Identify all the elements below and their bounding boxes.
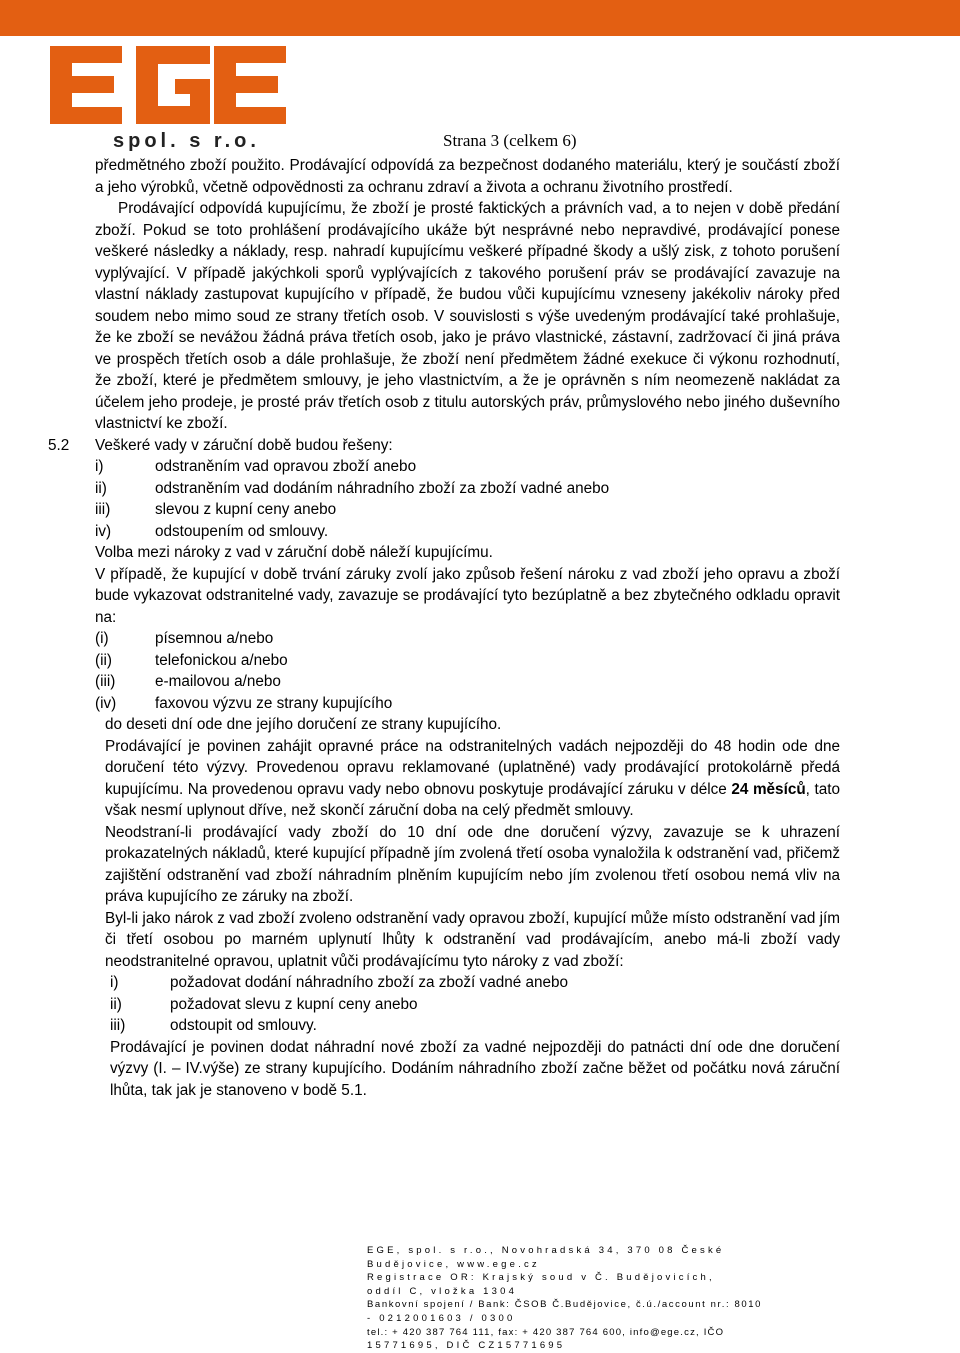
remedy-list (95, 456, 840, 542)
list-item (110, 1015, 840, 1037)
company-footer (367, 1244, 837, 1353)
document-body (48, 155, 841, 1101)
paragraph: Byl-li jako nárok z vad zboží zvoleno odstranění vady opravou zboží, kupující může místo odstranění vad jím či třetí osobou po marném uplynutí lhůty k odstranění vad prodávajícím, anebo má-li zboží vady neodstranitelné opravou, uplatnit vůči prodávajícímu tyto nároky z vad zboží: (105, 909, 840, 970)
paragraph (105, 736, 840, 822)
list-marker: (i) (95, 630, 109, 647)
list-text: odstoupením od smlouvy. (155, 522, 329, 540)
footer-line: tel.: + 420 387 764 111, fax: + 420 387 764 600, info@ege.cz, IČO (367, 1326, 725, 1338)
list-text: odstoupit od smlouvy. (170, 1017, 317, 1034)
list-marker: iv) (95, 522, 112, 540)
list-item (95, 478, 840, 500)
paragraph: Prodávající odpovídá kupujícímu, že zboží je prosté faktických a právních vad, a to nejen v době předání zboží. Pokud se toto prohlášení prodávajícího ukáže být nesprávné nebo nepravdivé, prodávající ponese veškeré následky a náklady, resp. nahradí kupujícímu veškeré případné škody a ušlý zisk, z tohoto porušení vyplývající. V případě jakýchkoli sporů vyplývajících z takového porušení práv se prodávající zavazuje na vlastní náklady zastupovat kupujícího v případě, že budou vůči kupujícímu vzneseny jakékoliv nároky před soudem nebo mimo soud ze strany třetích osob. V souvislosti s výše uvedeným prodávající také prohlašuje, že ke zboží se nevážou žádná práva třetích osob, jako je právo vlastnické, zástavní, zadržovací či jiná práva ve prospěch třetích osob a dále prohlašuje, že zboží není předmětem žádné exekuce či výkonu rozhodnutí, že zboží, které je předmětem smlouvy, je jeho vlastnictvím, a že je oprávněn s ním neomezeně nakládat za účelem jeho prodeje, je prosté práv třetích osob z titulu autorských práv, průmyslového nebo jiného duševního vlastnictví ke zboží. (95, 200, 840, 432)
section-5-2 (48, 435, 840, 457)
paragraph: Volba mezi nároky z vad v záruční době náleží kupujícímu. (95, 544, 493, 561)
list-item (110, 994, 840, 1016)
claims-list (95, 972, 840, 1037)
list-marker: ii) (110, 995, 122, 1013)
footer-line: oddíl C, vložka 1304 (367, 1285, 518, 1297)
footer-line: Bankovní spojení / Bank: ČSOB Č.Budějovice, č.ú./account nr.: 8010 (367, 1299, 762, 1311)
ege-logo (50, 46, 286, 154)
list-text: požadovat slevu z kupní ceny anebo (170, 995, 418, 1013)
paragraph: předmětného zboží použito. Prodávající odpovídá za bezpečnost dodaného materiálu, který je součástí zboží a jeho výrobků, včetně odpovědnosti za ochranu zdraví a života a ochranu životního prostředí. (95, 157, 840, 196)
list-item (95, 456, 840, 478)
list-text: odstraněním vad dodáním náhradního zboží za zboží vadné anebo (155, 479, 610, 497)
list-marker: (iv) (95, 694, 117, 712)
list-item (95, 671, 840, 693)
paragraph: V případě, že kupující v době trvání záruky zvolí jako způsob řešení nároku z vad zboží jeho opravu a zboží bude vykazovat odstranitelné vady, zavazuje se prodávající tyto bezúplatně a bez zbytečného odkladu opravit na: (95, 565, 840, 626)
list-item (110, 972, 840, 994)
paragraph: Prodávající je povinen dodat náhradní nové zboží za vadné nejpozději do patnácti dní ode dne doručení výzvy (I. – IV.výše) ze strany kupujícího. Dodáním náhradního zboží začne běžet od počátku nová záruční lhůta, tak jak je stanoveno v bodě 5.1. (110, 1038, 840, 1099)
footer-line: Registrace OR: Krajský soud v Č. Budějovicích, (367, 1272, 715, 1284)
list-item (95, 693, 840, 715)
paragraph: Neodstraní-li prodávající vady zboží do 10 dní ode dne doručení výzvy, zavazuje se k uhrazení prokazatelných nákladů, které kupující případně jím zvolená třetí osoba vynaložila k odstranění vad, přičemž zajištění odstranění vad zboží náhradním plněním kupujícím nebo jím zvolenou třetí osobou nemá vliv na práva kupujícího ze záruky na zboží. (105, 823, 840, 905)
list-marker: i) (110, 974, 119, 991)
list-marker: (iii) (95, 673, 116, 690)
list-text: slevou z kupní ceny anebo (155, 501, 337, 518)
list-item (95, 628, 840, 650)
section-number: 5.2 (48, 436, 70, 454)
warranty-period: 24 měsíců (731, 780, 806, 798)
list-text: odstraněním vad opravou zboží anebo (155, 458, 417, 475)
section-title: Veškeré vady v záruční době budou řešeny: (95, 436, 393, 454)
list-marker: iii) (95, 501, 111, 518)
list-text: požadovat dodání náhradního zboží za zboží vadné anebo (170, 974, 569, 991)
paragraph: do deseti dní ode dne jejího doručení ze strany kupujícího. (105, 716, 502, 733)
svg-text:spol. s r.o.: spol. s r.o. (113, 130, 260, 152)
page-number: Strana 3 (celkem 6) (443, 131, 577, 150)
footer-line: 15771695, DIČ CZ15771695 (367, 1340, 566, 1352)
paragraph-text: Prodávající je povinen zahájit opravné práce na odstranitelných vadách nejpozději do 48 hodin ode dne doručení této výzvy. Provedenou opravu reklamované (uplatněné) vady prodávající protokolárně předá kupujícímu. Na provedenou opravu vady nebo obnovu poskytuje prodávající záruku v délce (105, 737, 840, 798)
list-item (95, 650, 840, 672)
list-marker: (ii) (95, 651, 112, 669)
list-marker: ii) (95, 479, 107, 497)
footer-line: Budějovice, www.ege.cz (367, 1258, 540, 1270)
list-text: písemnou a/nebo (155, 630, 274, 647)
footer-line: - 0212001603 / 0300 (367, 1312, 516, 1324)
list-text: telefonickou a/nebo (155, 651, 288, 669)
paragraph-text: , tato však nesmí uplynout dříve, než skončí záruční doba na celý předmět smlouvy. (105, 780, 841, 819)
header-brand-bar (0, 0, 960, 36)
list-marker: i) (95, 458, 104, 475)
notice-method-list (95, 628, 840, 714)
list-marker: iii) (110, 1017, 126, 1034)
list-text: faxovou výzvu ze strany kupujícího (155, 694, 393, 712)
list-item (95, 521, 840, 543)
list-item (95, 499, 840, 521)
list-text: e-mailovou a/nebo (155, 673, 281, 690)
footer-line: EGE, spol. s r.o., Novohradská 34, 370 08 České (367, 1245, 725, 1256)
